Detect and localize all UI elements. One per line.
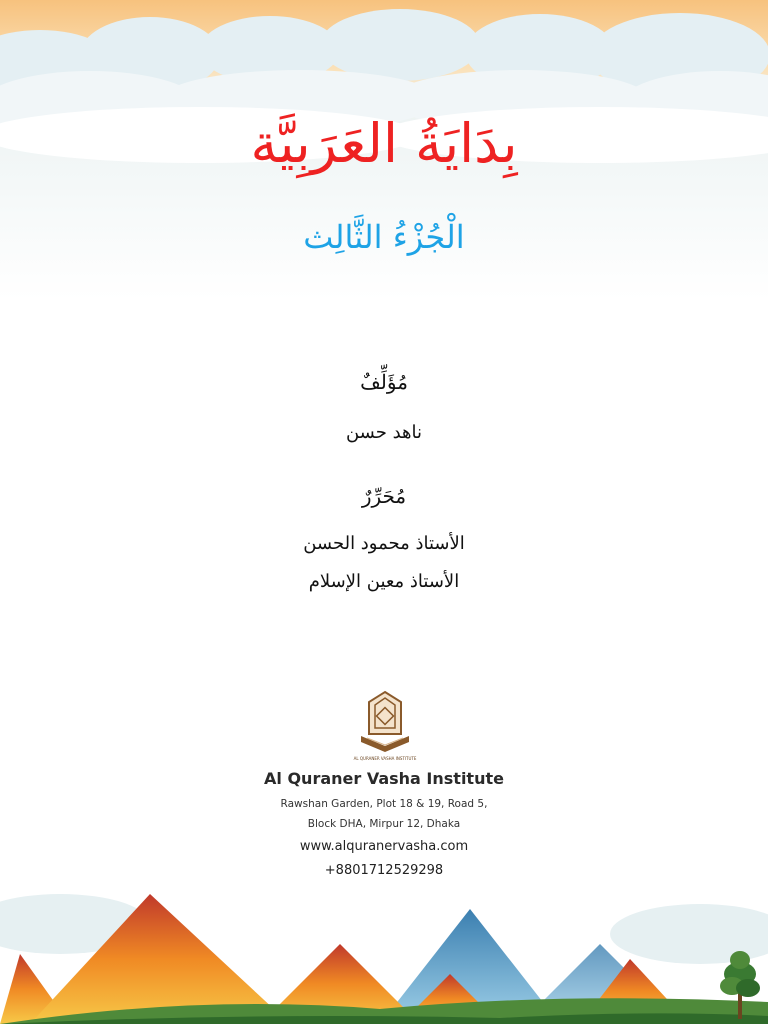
editor-name-2: الأستاذ معين الإسلام bbox=[308, 571, 460, 592]
editor-name-1: الأستاذ محمود الحسن bbox=[303, 533, 465, 554]
editor-label: مُحَرِّرٌ bbox=[361, 484, 407, 508]
address-line-1: Rawshan Garden, Plot 18 & 19, Road 5, bbox=[280, 798, 488, 810]
website-link[interactable]: www.alquranervasha.com bbox=[299, 839, 469, 854]
mountain-landscape-illustration bbox=[0, 884, 768, 1024]
logo-caption: AL QURANER VASHA INSTITUTE bbox=[353, 756, 417, 761]
author-name: ناهد حسن bbox=[345, 422, 423, 443]
phone-number: +8801712529298 bbox=[324, 863, 444, 878]
institute-logo-icon bbox=[353, 690, 417, 762]
author-label: مُؤَلِّفٌ bbox=[360, 370, 408, 394]
institute-name: Al Quraner Vasha Institute bbox=[264, 769, 504, 788]
address-line-2: Block DHA, Mirpur 12, Dhaka bbox=[307, 818, 461, 830]
book-title: بِدَايَةُ العَرَبِيَّة bbox=[250, 112, 518, 175]
book-subtitle: الْجُزْءُ الثَّالِث bbox=[303, 218, 465, 256]
